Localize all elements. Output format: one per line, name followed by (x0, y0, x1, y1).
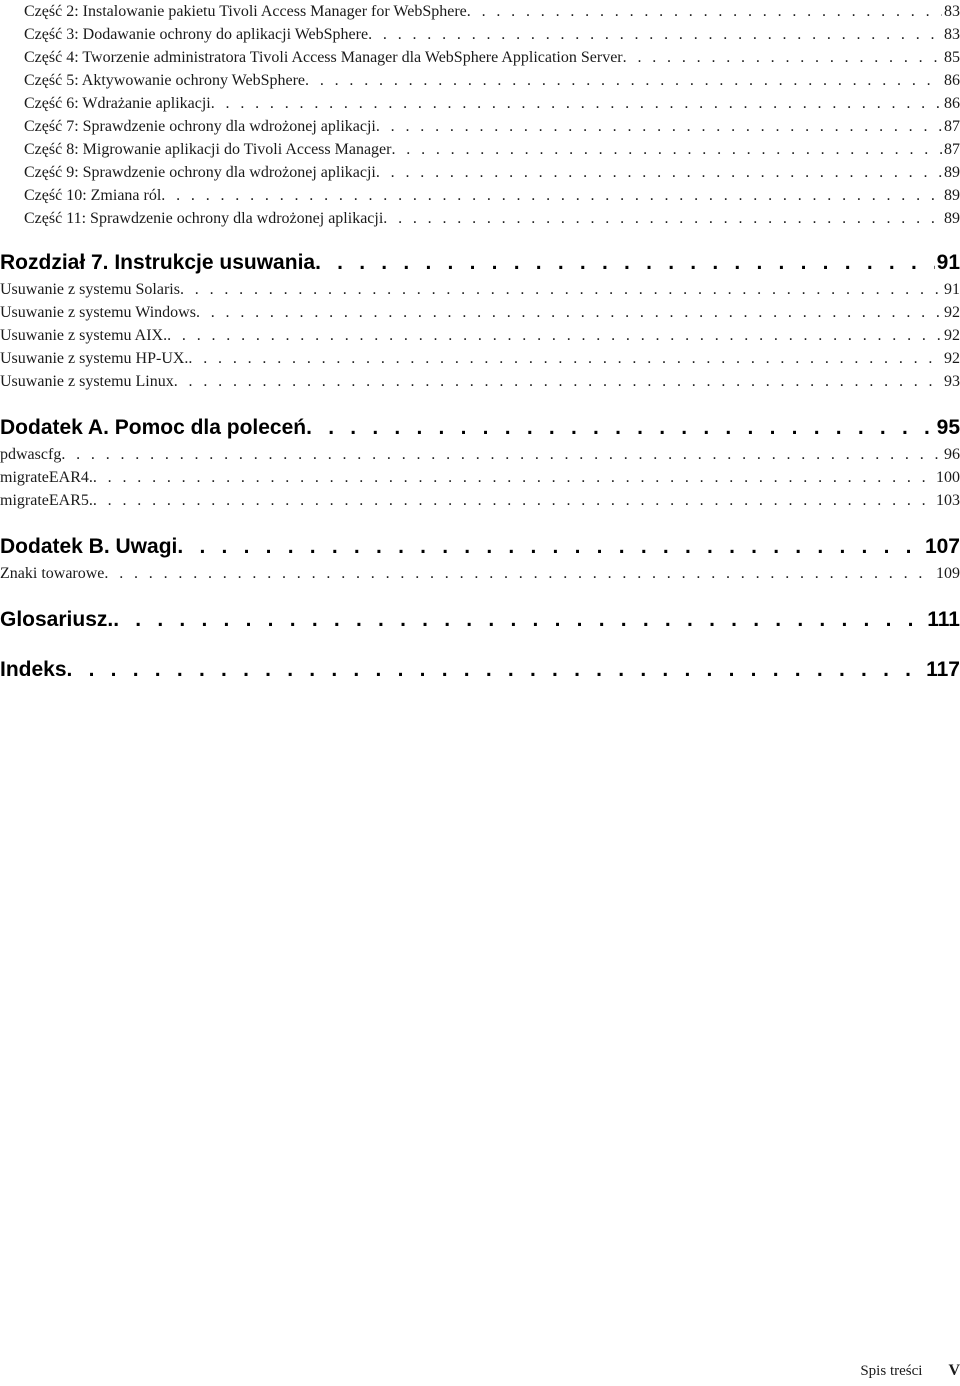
toc-entry-title: Część 4: Tworzenie administratora Tivoli Access Manager dla WebSphere Application Server (24, 49, 623, 66)
toc-entry[interactable] (0, 69, 960, 92)
toc-chapter-title: Rozdział 7. Instrukcje usuwania (0, 251, 316, 274)
dot-leader (467, 0, 942, 23)
toc-entry[interactable] (0, 278, 960, 301)
dot-leader (376, 161, 942, 184)
toc-entry-title: Część 10: Zmiana ról (24, 187, 162, 204)
toc-entry-title: migrateEAR4. (0, 469, 93, 486)
toc-entry[interactable] (0, 115, 960, 138)
dot-leader (305, 69, 942, 92)
toc-entry[interactable] (0, 324, 960, 347)
toc-entry[interactable] (0, 184, 960, 207)
toc-entry-title: Część 5: Aktywowanie ochrony WebSphere (24, 72, 306, 89)
toc-entry[interactable] (0, 138, 960, 161)
toc-entry-page-number: 85 (944, 49, 960, 66)
toc-entry[interactable] (0, 46, 960, 69)
dot-leader (61, 443, 942, 466)
toc-entry-page-number: 100 (936, 469, 960, 486)
dot-leader (188, 347, 942, 370)
toc-chapter-page-number: 95 (936, 416, 960, 439)
toc-entry[interactable] (0, 0, 960, 23)
toc-chapter-title: Indeks (0, 658, 67, 681)
toc-chapter-page-number: 117 (926, 658, 960, 681)
toc-entry-title: Usuwanie z systemu HP-UX. (0, 350, 189, 367)
section-spacer (0, 635, 960, 655)
toc-entry-title: Usuwanie z systemu Linux (0, 373, 174, 390)
toc-entry-title: Usuwanie z systemu Solaris (0, 281, 180, 298)
section-spacer (0, 230, 960, 248)
toc-entry-page-number: 87 (944, 141, 960, 158)
toc-entry-page-number: 89 (944, 187, 960, 204)
toc-entry-page-number: 92 (944, 350, 960, 367)
dot-leader (67, 655, 925, 685)
toc-entry-title: Część 7: Sprawdzenie ochrony dla wdrożonej aplikacji (24, 118, 376, 135)
dot-leader (376, 115, 942, 138)
toc-entry-page-number: 93 (944, 373, 960, 390)
dot-leader (383, 207, 942, 230)
toc-entry[interactable] (0, 370, 960, 393)
toc-entry-page-number: 89 (944, 210, 960, 227)
toc-entry-title: Część 6: Wdrażanie aplikacji (24, 95, 211, 112)
toc-entry-title: Część 2: Instalowanie pakietu Tivoli Access Manager for WebSphere (24, 3, 467, 20)
toc-entry-page-number: 87 (944, 118, 960, 135)
toc-entry-page-number: 83 (944, 3, 960, 20)
toc-entry[interactable] (0, 466, 960, 489)
section-spacer (0, 393, 960, 413)
dot-leader (177, 532, 923, 562)
dot-leader (167, 324, 942, 347)
footer-page-number: V (948, 1362, 960, 1379)
toc-entry-page-number: 83 (944, 26, 960, 43)
dot-leader (104, 562, 934, 585)
toc-chapter[interactable] (0, 248, 960, 278)
dot-leader (196, 301, 942, 324)
toc-entry[interactable] (0, 207, 960, 230)
toc-entry-page-number: 96 (944, 446, 960, 463)
toc-entry[interactable] (0, 489, 960, 512)
dot-leader (315, 248, 935, 278)
dot-leader (391, 138, 942, 161)
dot-leader (368, 23, 942, 46)
toc-entry[interactable] (0, 92, 960, 115)
toc-chapter[interactable] (0, 655, 960, 685)
toc-chapter[interactable] (0, 532, 960, 562)
dot-leader (93, 489, 934, 512)
dot-leader (306, 413, 935, 443)
toc-entry-title: Część 9: Sprawdzenie ochrony dla wdrożonej aplikacji (24, 164, 376, 181)
dot-leader (211, 92, 942, 115)
toc-entry[interactable] (0, 562, 960, 585)
footer-label: Spis treści (860, 1363, 923, 1379)
toc-entry-title: Usuwanie z systemu AIX. (0, 327, 168, 344)
toc-entry-page-number: 92 (944, 327, 960, 344)
toc-entry-title: Część 11: Sprawdzenie ochrony dla wdrożonej aplikacji (24, 210, 384, 227)
toc-entry[interactable] (0, 301, 960, 324)
toc-entry-title: migrateEAR5. (0, 492, 93, 509)
toc-entry-page-number: 86 (944, 95, 960, 112)
dot-leader (93, 466, 934, 489)
toc-entry-page-number: 109 (936, 565, 960, 582)
dot-leader (180, 278, 942, 301)
dot-leader (623, 46, 942, 69)
toc-entry-page-number: 92 (944, 304, 960, 321)
toc-chapter-title: Dodatek B. Uwagi (0, 535, 178, 558)
table-of-contents (0, 0, 960, 685)
dot-leader (113, 605, 925, 635)
toc-entry-title: Usuwanie z systemu Windows (0, 304, 196, 321)
toc-chapter-page-number: 91 (936, 251, 960, 274)
dot-leader (174, 370, 942, 393)
toc-entry-title: Część 3: Dodawanie ochrony do aplikacji WebSphere (24, 26, 369, 43)
toc-entry[interactable] (0, 161, 960, 184)
toc-entry[interactable] (0, 347, 960, 370)
toc-entry-title: pdwascfg (0, 446, 62, 463)
toc-entry-page-number: 103 (936, 492, 960, 509)
toc-chapter-page-number: 111 (927, 608, 960, 631)
toc-entry-page-number: 91 (944, 281, 960, 298)
dot-leader (161, 184, 942, 207)
toc-entry-page-number: 86 (944, 72, 960, 89)
toc-chapter-page-number: 107 (924, 535, 960, 558)
page-footer (860, 1362, 960, 1380)
toc-entry[interactable] (0, 443, 960, 466)
toc-entry-title: Znaki towarowe (0, 565, 105, 582)
toc-chapter[interactable] (0, 605, 960, 635)
toc-chapter-title: Dodatek A. Pomoc dla poleceń (0, 416, 307, 439)
toc-entry[interactable] (0, 23, 960, 46)
toc-entry-title: Część 8: Migrowanie aplikacji do Tivoli Access Manager (24, 141, 392, 158)
toc-entry-page-number: 89 (944, 164, 960, 181)
section-spacer (0, 512, 960, 532)
toc-chapter-title: Glosariusz. (0, 608, 114, 631)
toc-chapter[interactable] (0, 413, 960, 443)
section-spacer (0, 585, 960, 605)
